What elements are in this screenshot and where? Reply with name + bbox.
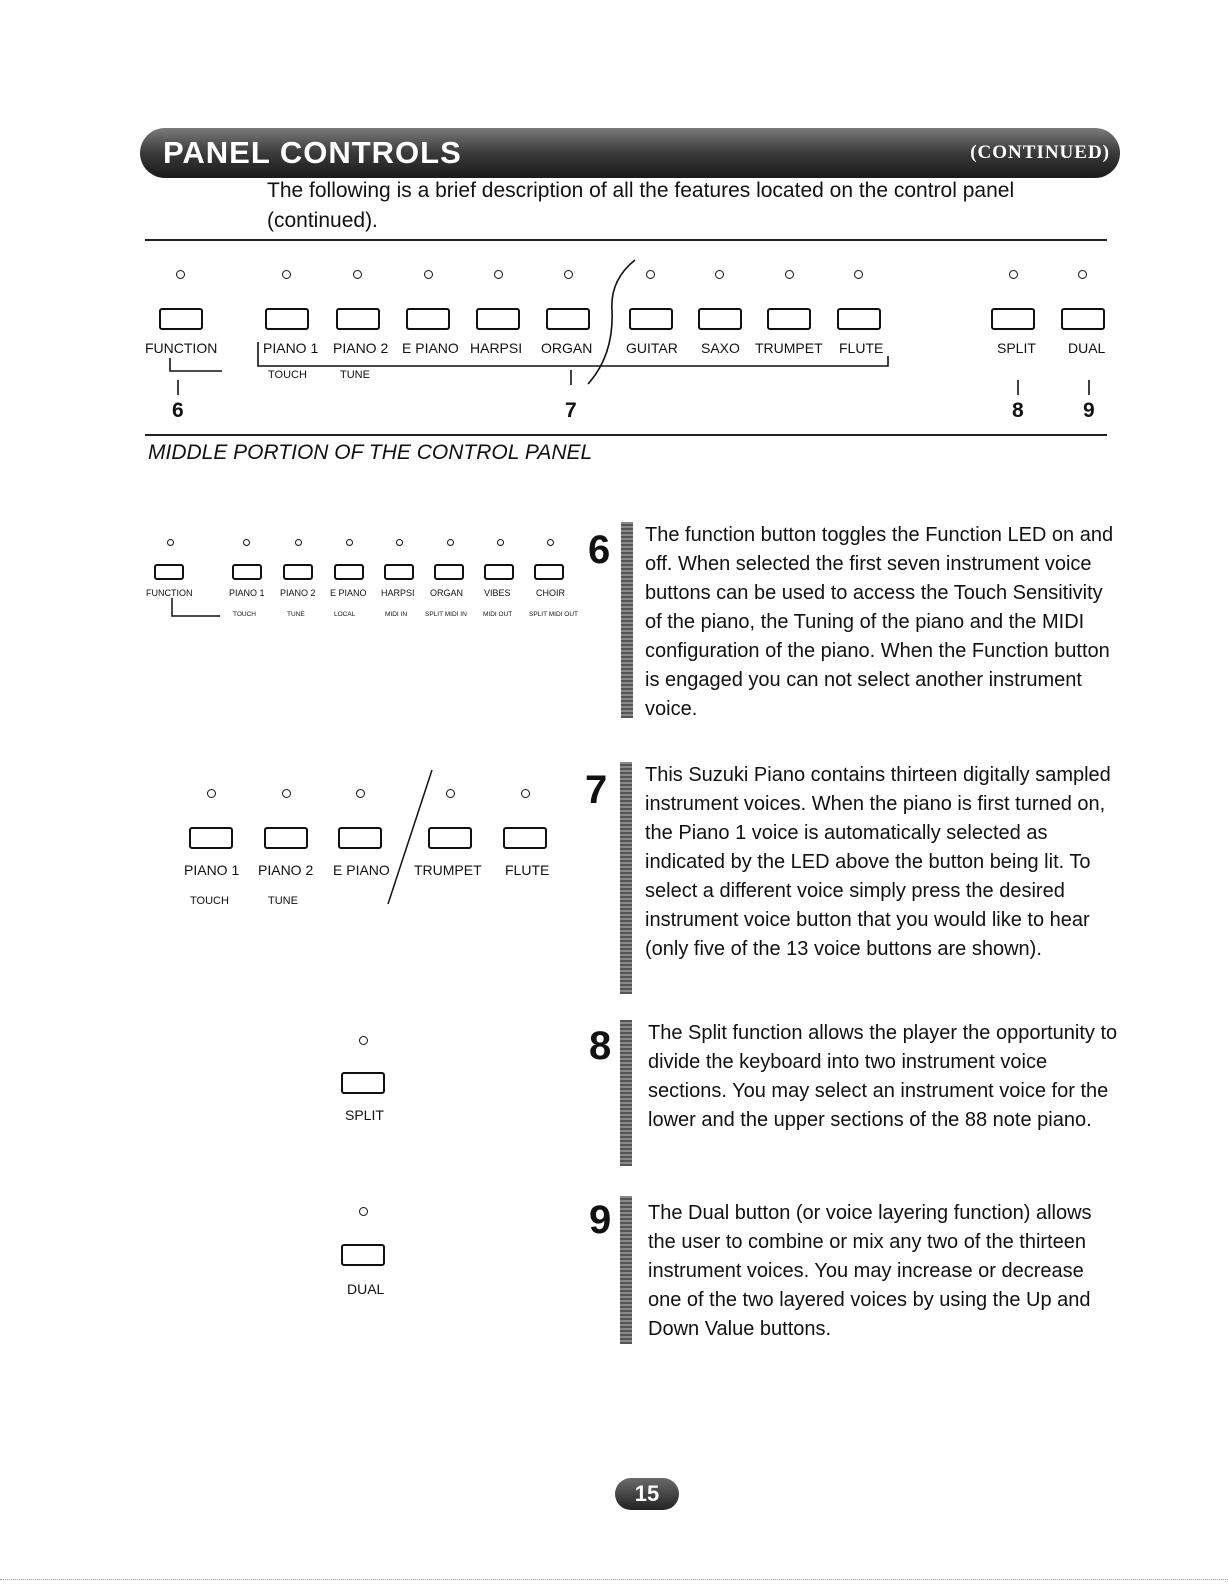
section-number: 7 [585, 768, 608, 812]
page-title: PANEL CONTROLS [163, 135, 462, 170]
voice-label: E PIANO [402, 340, 459, 356]
touch-sublabel: TOUCH [190, 895, 229, 907]
callout-8: 8 [1012, 399, 1024, 422]
voice-label: PIANO 1 [263, 340, 319, 356]
split-midi-out-sublabel: SPLIT MIDI OUT [529, 611, 578, 618]
function-label: FUNCTION [146, 588, 193, 598]
touch-sublabel: TOUCH [268, 369, 307, 381]
section-text: This Suzuki Piano contains thirteen digitally sampled instrument voices. When the piano is first turned on, the Piano 1 voice is automatically selected as indicated by the LED above the button being lit. To select a different voice simply press the desired instrument voice button that you would like to hear (only five of the 13 voice buttons are shown). [645, 764, 1111, 960]
voice-label: CHOIR [536, 588, 565, 598]
voice-label: E PIANO [333, 862, 390, 878]
figure-caption: MIDDLE PORTION OF THE CONTROL PANEL [148, 441, 593, 464]
section-text: The function button toggles the Function LED on and off. When selected the first seven instrument voice buttons can be used to access the Touch Sensitivity of the piano, the Tuning of the piano and the MIDI configuration of the piano. When the Function button is engaged you can not select another instrument voice. [645, 524, 1114, 720]
section-bar [620, 1196, 632, 1344]
voice-label: PIANO 1 [184, 862, 240, 878]
midi-out-sublabel: MIDI OUT [483, 611, 513, 618]
split-led [359, 1036, 368, 1045]
section-bar [620, 762, 632, 994]
voice-label: SAXO [701, 340, 740, 356]
split-button[interactable] [341, 1072, 385, 1094]
callout-9: 9 [1083, 399, 1095, 422]
split-figure [330, 1030, 410, 1130]
page-bottom-edge [0, 1579, 1228, 1580]
voice-label: TRUMPET [755, 340, 823, 356]
voice-label: ORGAN [541, 340, 593, 356]
voice-label: ORGAN [430, 588, 464, 598]
section-number: 6 [588, 528, 611, 572]
section-bar [621, 522, 633, 718]
dual-label: DUAL [1068, 340, 1106, 356]
section-number: 8 [589, 1024, 612, 1068]
tune-sublabel: TUNE [287, 611, 305, 618]
voice-label: FLUTE [839, 340, 884, 356]
section-text: The Split function allows the player the opportunity to divide the keyboard into two instrument voice sections. You may select an instrument voice for the lower and the upper sections of the 88 note piano. [648, 1022, 1118, 1131]
voice-label: GUITAR [626, 340, 678, 356]
intro-text: The following is a brief description of all the features located on the control panel (continued). [267, 179, 1015, 232]
voice-label: VIBES [484, 588, 511, 598]
voice-label: TRUMPET [414, 862, 482, 878]
callout-7: 7 [565, 399, 577, 422]
function-bracket [0, 0, 620, 640]
section-text: The Dual button (or voice layering function) allows the user to combine or mix any two of the thirteen instrument voices. You may increase or decrease one of the two layered voices by using the Up and Down Value buttons. [648, 1202, 1092, 1340]
section-number: 9 [589, 1198, 612, 1242]
tune-sublabel: TUNE [268, 895, 298, 907]
voice-label: FLUTE [505, 862, 550, 878]
voice-label: HARPSI [470, 340, 523, 356]
split-label: SPLIT [997, 340, 1036, 356]
dual-figure [330, 1205, 410, 1305]
touch-sublabel: TOUCH [233, 611, 256, 618]
function-panel-figure [0, 0, 620, 640]
voice-label: HARPSI [381, 588, 415, 598]
dual-label: DUAL [347, 1281, 385, 1297]
function-label: FUNCTION [145, 340, 218, 356]
dual-led [359, 1207, 368, 1216]
section-bar [620, 1020, 632, 1166]
voice-label: E PIANO [330, 588, 367, 598]
voice-label: PIANO 2 [333, 340, 389, 356]
page-number: 15 [615, 1478, 679, 1510]
voice-label: PIANO 2 [258, 862, 314, 878]
split-label: SPLIT [345, 1107, 384, 1123]
local-sublabel: LOCAL [334, 611, 356, 618]
break-line [0, 740, 620, 920]
midi-in-sublabel: MIDI IN [385, 611, 408, 618]
voice-panel-figure [0, 740, 620, 920]
voice-label: PIANO 2 [280, 588, 316, 598]
callout-6: 6 [172, 399, 184, 422]
continued-label: (CONTINUED) [970, 142, 1110, 163]
dual-button[interactable] [341, 1244, 385, 1266]
voice-label: PIANO 1 [229, 588, 265, 598]
tune-sublabel: TUNE [340, 369, 370, 381]
split-midi-in-sublabel: SPLIT MIDI IN [425, 611, 467, 618]
